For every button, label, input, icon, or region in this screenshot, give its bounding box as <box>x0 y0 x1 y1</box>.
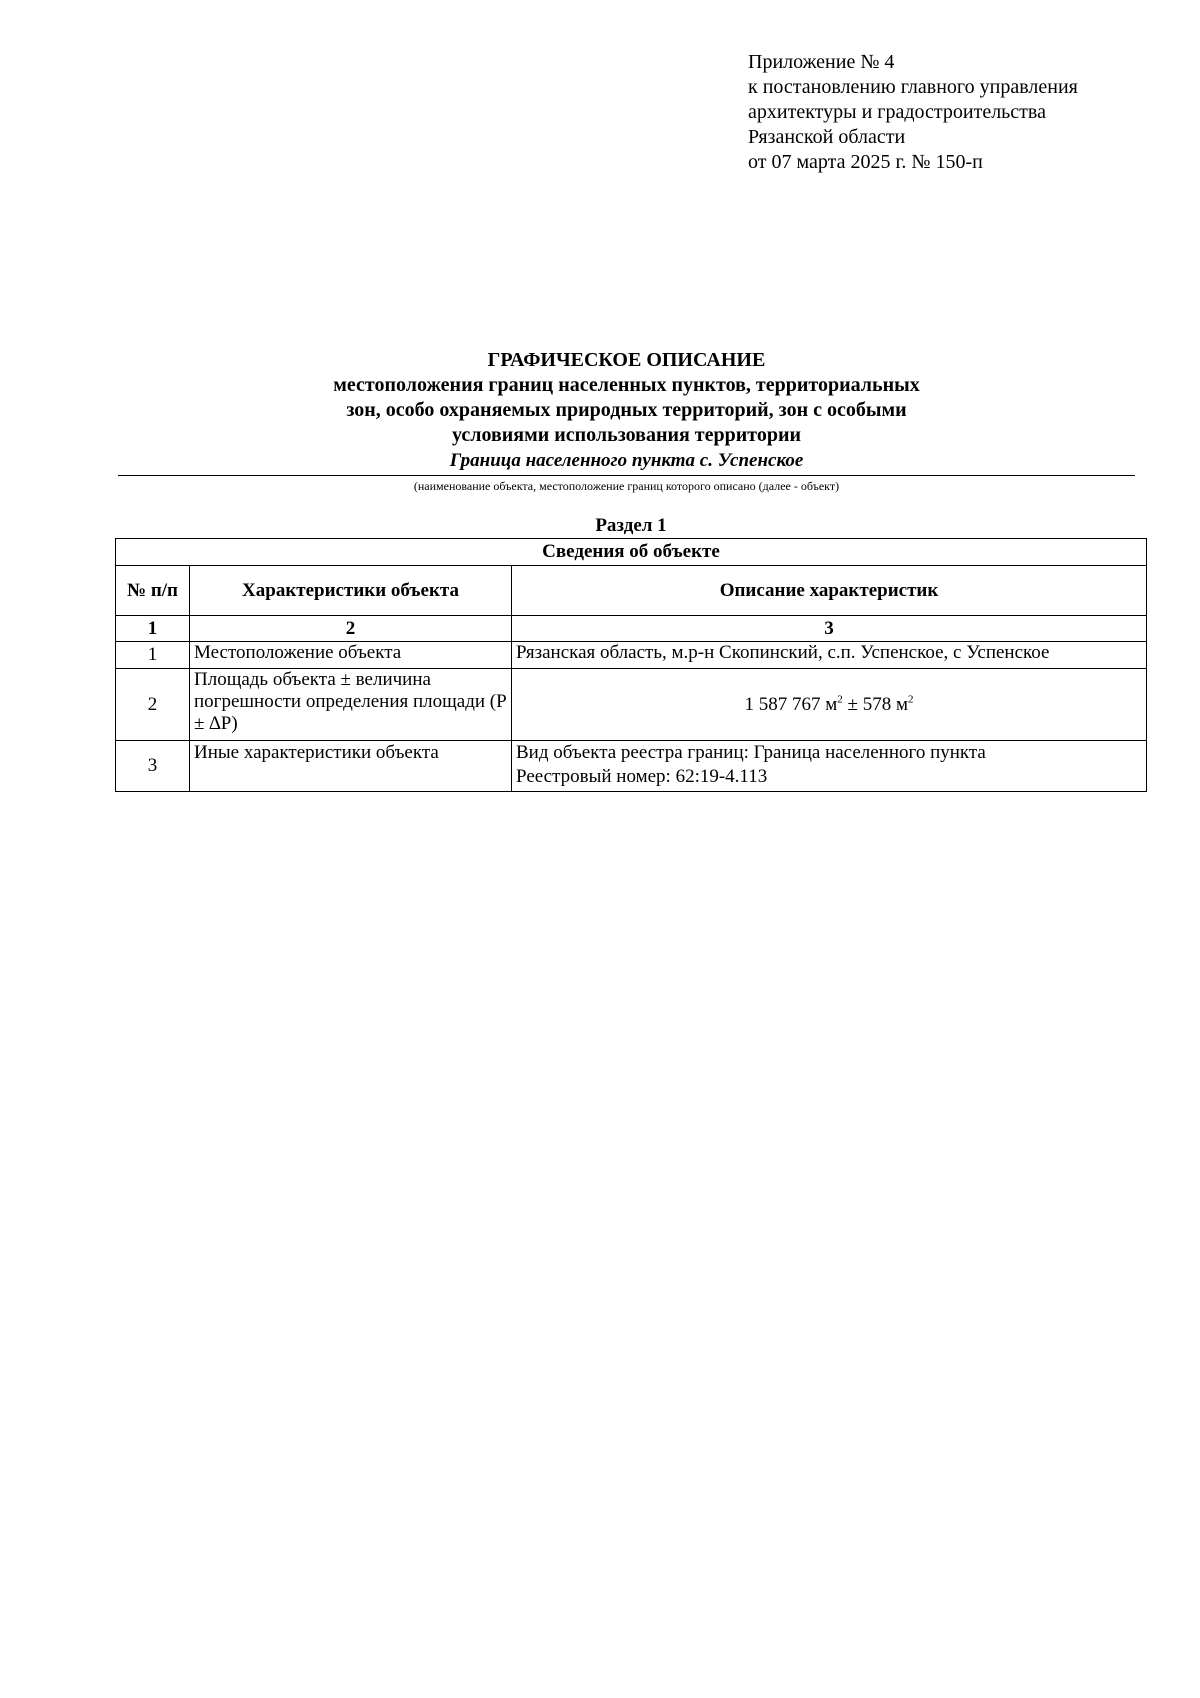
table-row <box>116 642 1147 669</box>
document-title: ГРАФИЧЕСКОЕ ОПИСАНИЕ <box>487 349 766 371</box>
table-header-row <box>116 566 1147 616</box>
appendix-line: Рязанской области <box>748 126 906 148</box>
document-title-block <box>118 347 1135 494</box>
row-description-line: Реестровый номер: 62:19-4.113 <box>516 766 768 787</box>
appendix-line: от 07 марта 2025 г. № 150-п <box>748 151 983 173</box>
area-error-unit-exponent: 2 <box>907 693 914 706</box>
table-row <box>116 741 1147 792</box>
header-description: Описание характеристик <box>512 566 1147 616</box>
area-value: 1 587 767 м <box>744 693 838 715</box>
row-characteristic: Местоположение объекта <box>190 642 512 669</box>
appendix-header <box>748 50 1078 175</box>
row-num: 3 <box>116 741 190 792</box>
area-error: ± 578 м <box>842 693 908 715</box>
section-title: Раздел 1 <box>595 515 667 536</box>
row-num: 2 <box>116 669 190 741</box>
document-subtitle-line: условиями использования территории <box>451 424 802 446</box>
table-row <box>116 669 1147 741</box>
object-name-caption: (наименование объекта, местоположение границ которого описано (далее - объект) <box>413 479 840 493</box>
document-subtitle-line: зон, особо охраняемых природных территорий, зон с особыми <box>346 399 907 421</box>
table-caption: Сведения об объекте <box>116 539 1147 566</box>
area-unit-exponent: 2 <box>837 693 843 706</box>
table-caption-row <box>116 539 1147 566</box>
document-subtitle-line: местоположения границ населенных пунктов, территориальных <box>333 374 920 396</box>
row-characteristic: Иные характеристики объекта <box>190 741 512 792</box>
appendix-line: к постановлению главного управления <box>748 76 1078 98</box>
object-name: Граница населенного пункта с. Успенское <box>118 448 1135 476</box>
column-number: 3 <box>512 616 1147 642</box>
row-description-area <box>512 669 1147 741</box>
column-number: 1 <box>116 616 190 642</box>
row-num: 1 <box>116 642 190 669</box>
header-characteristics: Характеристики объекта <box>190 566 512 616</box>
row-description: Рязанская область, м.р-н Скопинский, с.п. Успенское, с Успенское <box>512 642 1147 669</box>
appendix-line: Приложение № 4 <box>748 51 895 73</box>
row-description-line: Вид объекта реестра границ: Граница населенного пункта <box>516 742 986 763</box>
header-num-label: № п/п <box>126 579 179 601</box>
table-column-numbers-row <box>116 616 1147 642</box>
column-number: 2 <box>190 616 512 642</box>
header-num <box>116 566 190 616</box>
row-description <box>512 741 1147 792</box>
row-characteristic: Площадь объекта ± величина погрешности определения площади (Р ± ∆Р) <box>190 669 512 741</box>
object-info-table <box>115 538 1147 792</box>
appendix-line: архитектуры и градостроительства <box>748 101 1046 123</box>
